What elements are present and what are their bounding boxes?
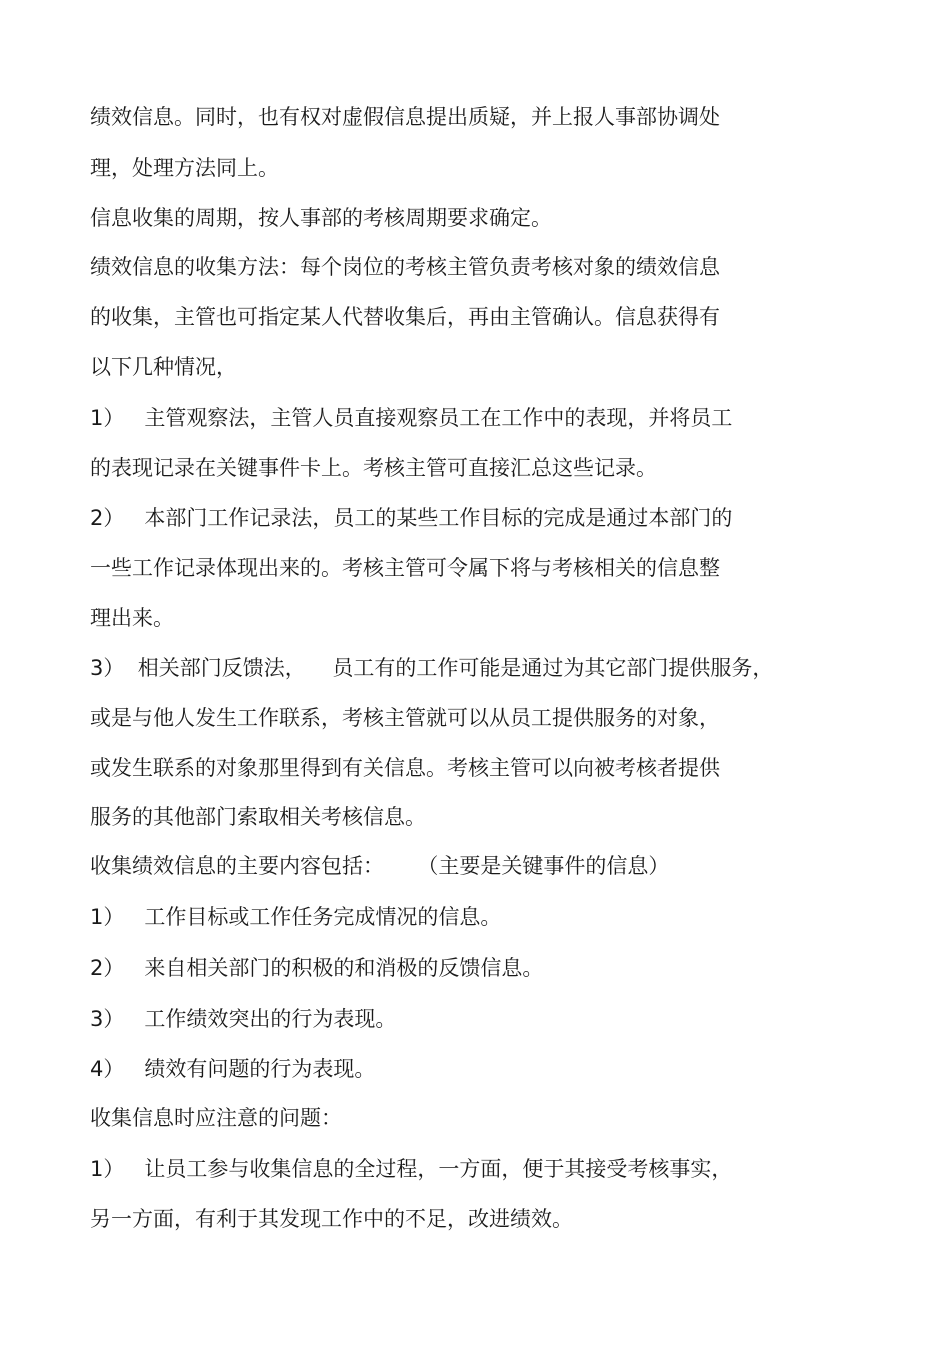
text-line: 的收集，主管也可指定某人代替收集后，再由主管确认。信息获得有: [90, 305, 720, 329]
text-line: 理出来。: [90, 606, 174, 630]
text-line: 的表现记录在关键事件卡上。考核主管可直接汇总这些记录。: [90, 456, 657, 480]
text-line: 绩效信息。同时，也有权对虚假信息提出质疑，并上报人事部协调处: [90, 105, 720, 129]
text-line: 4） 绩效有问题的行为表现。: [90, 1057, 376, 1081]
text-line: 或发生联系的对象那里得到有关信息。考核主管可以向被考核者提供: [90, 756, 720, 780]
text-line: 2） 来自相关部门的积极的和消极的反馈信息。: [90, 956, 544, 980]
text-line: 服务的其他部门索取相关考核信息。: [90, 805, 426, 829]
text-line: 绩效信息的收集方法：每个岗位的考核主管负责考核对象的绩效信息: [90, 255, 720, 279]
text-line: 1） 工作目标或工作任务完成情况的信息。: [90, 905, 502, 929]
text-line: 2） 本部门工作记录法，员工的某些工作目标的完成是通过本部门的: [90, 506, 733, 530]
text-line: 以下几种情况，: [90, 355, 237, 379]
text-line: 另一方面，有利于其发现工作中的不足，改进绩效。: [90, 1207, 573, 1231]
text-line: 一些工作记录体现出来的。考核主管可令属下将与考核相关的信息整: [90, 556, 720, 580]
text-line: 理，处理方法同上。: [90, 156, 279, 180]
text-line: 收集绩效信息的主要内容包括： （主要是关键事件的信息）: [90, 854, 670, 878]
text-line: 1） 主管观察法，主管人员直接观察员工在工作中的表现，并将员工: [90, 406, 733, 430]
text-line: 收集信息时应注意的问题：: [90, 1106, 342, 1130]
text-line: 3） 相关部门反馈法， 员工有的工作可能是通过为其它部门提供服务，: [90, 656, 774, 680]
text-line: 或是与他人发生工作联系，考核主管就可以从员工提供服务的对象，: [90, 706, 720, 730]
text-line: 信息收集的周期，按人事部的考核周期要求确定。: [90, 206, 552, 230]
text-line: 1） 让员工参与收集信息的全过程，一方面，便于其接受考核事实，: [90, 1157, 733, 1181]
text-line: 3） 工作绩效突出的行为表现。: [90, 1007, 397, 1031]
